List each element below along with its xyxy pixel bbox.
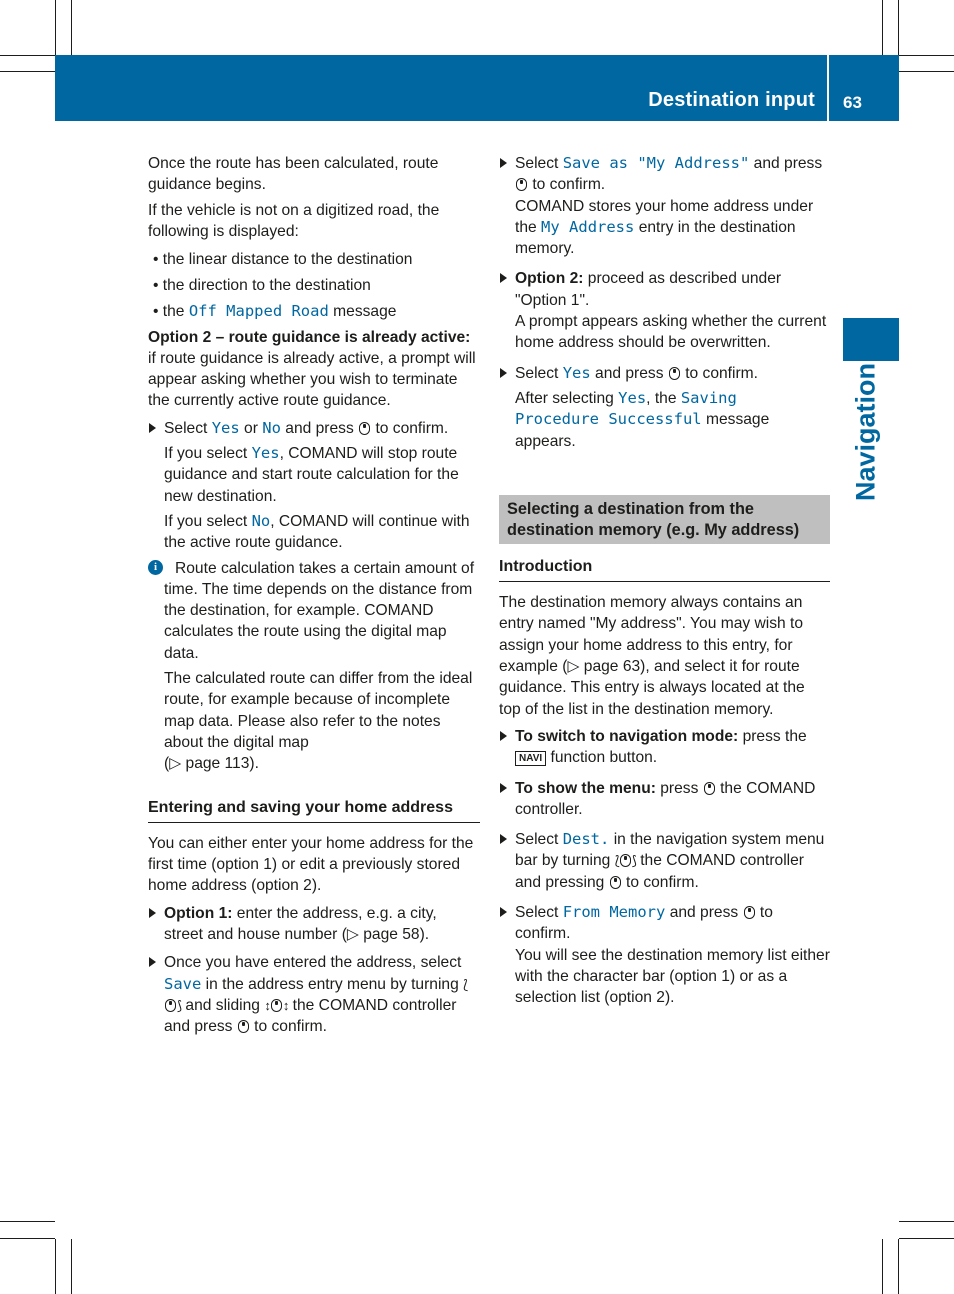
controller-press-icon — [669, 367, 680, 380]
crop-mark — [898, 1239, 899, 1294]
step-item: Option 2: proceed as described under "Option 1". A prompt appears asking whether the current home address should be overwritten. — [499, 268, 830, 353]
controller-turn-icon: ⟅⟆ — [164, 977, 467, 1013]
display-text: Off Mapped Road — [188, 301, 329, 320]
chapter-tab — [843, 318, 899, 361]
list-item: • the linear distance to the destination — [153, 251, 413, 269]
controller-press-icon — [238, 1020, 249, 1033]
section-heading: Entering and saving your home address — [148, 797, 480, 823]
paragraph: You can either enter your home address for the first time (option 1) or edit a previously stored home address (option 2). — [148, 834, 474, 895]
section-box-heading: Selecting a destination from the destination memory (e.g. My address) — [499, 495, 830, 544]
display-text: Dest. — [562, 830, 610, 849]
paragraph: After selecting Yes, the Saving Procedure Successful message appears. — [515, 388, 770, 450]
crop-mark — [899, 1221, 954, 1222]
display-text: No — [262, 418, 281, 437]
controller-press-icon — [704, 782, 715, 795]
paragraph: If you select Yes, COMAND will stop route guidance and start route calculation for the new destination. — [164, 444, 459, 505]
crop-mark — [899, 71, 954, 72]
list-item: • the direction to the destination — [153, 276, 371, 294]
display-text: Yes — [618, 388, 647, 407]
step-item: Select Yes and press to confirm. — [499, 363, 830, 384]
crop-mark — [71, 1239, 72, 1294]
controller-press-icon — [359, 422, 370, 435]
crop-mark — [882, 0, 883, 55]
section-title: Destination input — [648, 89, 815, 111]
display-text: Yes — [562, 363, 591, 382]
controller-press-icon — [516, 178, 527, 191]
display-text: Save as "My Address" — [562, 154, 750, 172]
display-text: Saving Procedure Successful — [515, 388, 737, 429]
info-icon: i — [148, 560, 163, 575]
navi-key-icon: NAVI — [515, 751, 546, 766]
crop-mark — [899, 1238, 954, 1239]
crop-mark — [898, 0, 899, 55]
step-item: Select Dest. in the navigation system menu bar by turning ⟅ ⟆ the COMAND controller and pressing to confirm. — [499, 829, 830, 893]
controller-slide-icon: ↕ ↕ — [264, 997, 289, 1013]
left-column — [148, 153, 480, 1041]
display-text: Yes — [251, 444, 280, 463]
crop-mark — [0, 1238, 55, 1239]
controller-press-icon — [610, 876, 621, 889]
step-item: Select Yes or No and press to confirm. — [148, 418, 480, 439]
step-item: Option 1: enter the address, e.g. a city, street and house number (▷ page 58). — [148, 903, 480, 946]
step-item: To switch to navigation mode: press the NAVI function button. — [499, 726, 830, 769]
step-item: Select From Memory and press to confirm. You will see the destination memory list either with the character bar (option 1) or as a selection list (option 2). — [499, 902, 830, 1008]
paragraph: Once the route has been calculated, route guidance begins. — [148, 155, 439, 194]
crop-mark — [882, 1239, 883, 1294]
list-item: • the Off Mapped Road message — [153, 301, 397, 320]
page-number: 63 — [843, 93, 862, 112]
crop-mark — [899, 55, 954, 56]
crop-mark — [0, 55, 55, 56]
step-item: To show the menu: press the COMAND controller. — [499, 778, 830, 821]
step-item: Once you have entered the address, select Save in the address entry menu by turning ⟅⟆ and sliding ↕ ↕ the COMAND controller and press to confirm. — [148, 952, 480, 1037]
crop-mark — [55, 0, 56, 55]
crop-mark — [71, 0, 72, 55]
section-heading: Introduction — [499, 556, 830, 582]
controller-turn-icon: ⟅ ⟆ — [614, 853, 636, 869]
paragraph: If the vehicle is not on a digitized road, the following is displayed: — [148, 201, 440, 240]
header-divider — [827, 55, 829, 121]
paragraph: The destination memory always contains an entry named "My address". You may wish to assign your home address to this entry, for example (▷ page 63), and select it for route guidance. This entry is always located at the top of the list in the destination memory. — [499, 594, 805, 718]
display-text: Yes — [211, 418, 240, 437]
display-text: Save — [164, 974, 202, 993]
info-note: i Route calculation takes a certain amount of time. The time depends on the distance from the destination, for example. COMAND calculates the route using the digital map data. The calculated route can differ from the ideal route, for example because of incomplete map data. Please also refer to the notes about the digital map (▷ page 113). — [148, 558, 480, 775]
page-header — [55, 55, 899, 121]
paragraph: Option 2 – route guidance is already active: if route guidance is already active, a prompt will appear asking whether you wish to terminate the currently active route guidance. — [148, 328, 476, 410]
paragraph: If you select No, COMAND will continue with the active route guidance. — [164, 511, 470, 552]
step-item: Select Save as "My Address" and press to confirm. COMAND stores your home address under the My Address entry in the destination memory. — [499, 153, 830, 259]
crop-mark — [55, 1239, 56, 1294]
right-column — [499, 153, 830, 1013]
crop-mark — [0, 1221, 55, 1222]
controller-press-icon — [744, 906, 755, 919]
display-text: No — [251, 511, 271, 530]
chapter-label: Navigation — [850, 362, 881, 502]
display-text: My Address — [541, 217, 635, 236]
display-text: From Memory — [562, 903, 666, 922]
crop-mark — [0, 71, 55, 72]
